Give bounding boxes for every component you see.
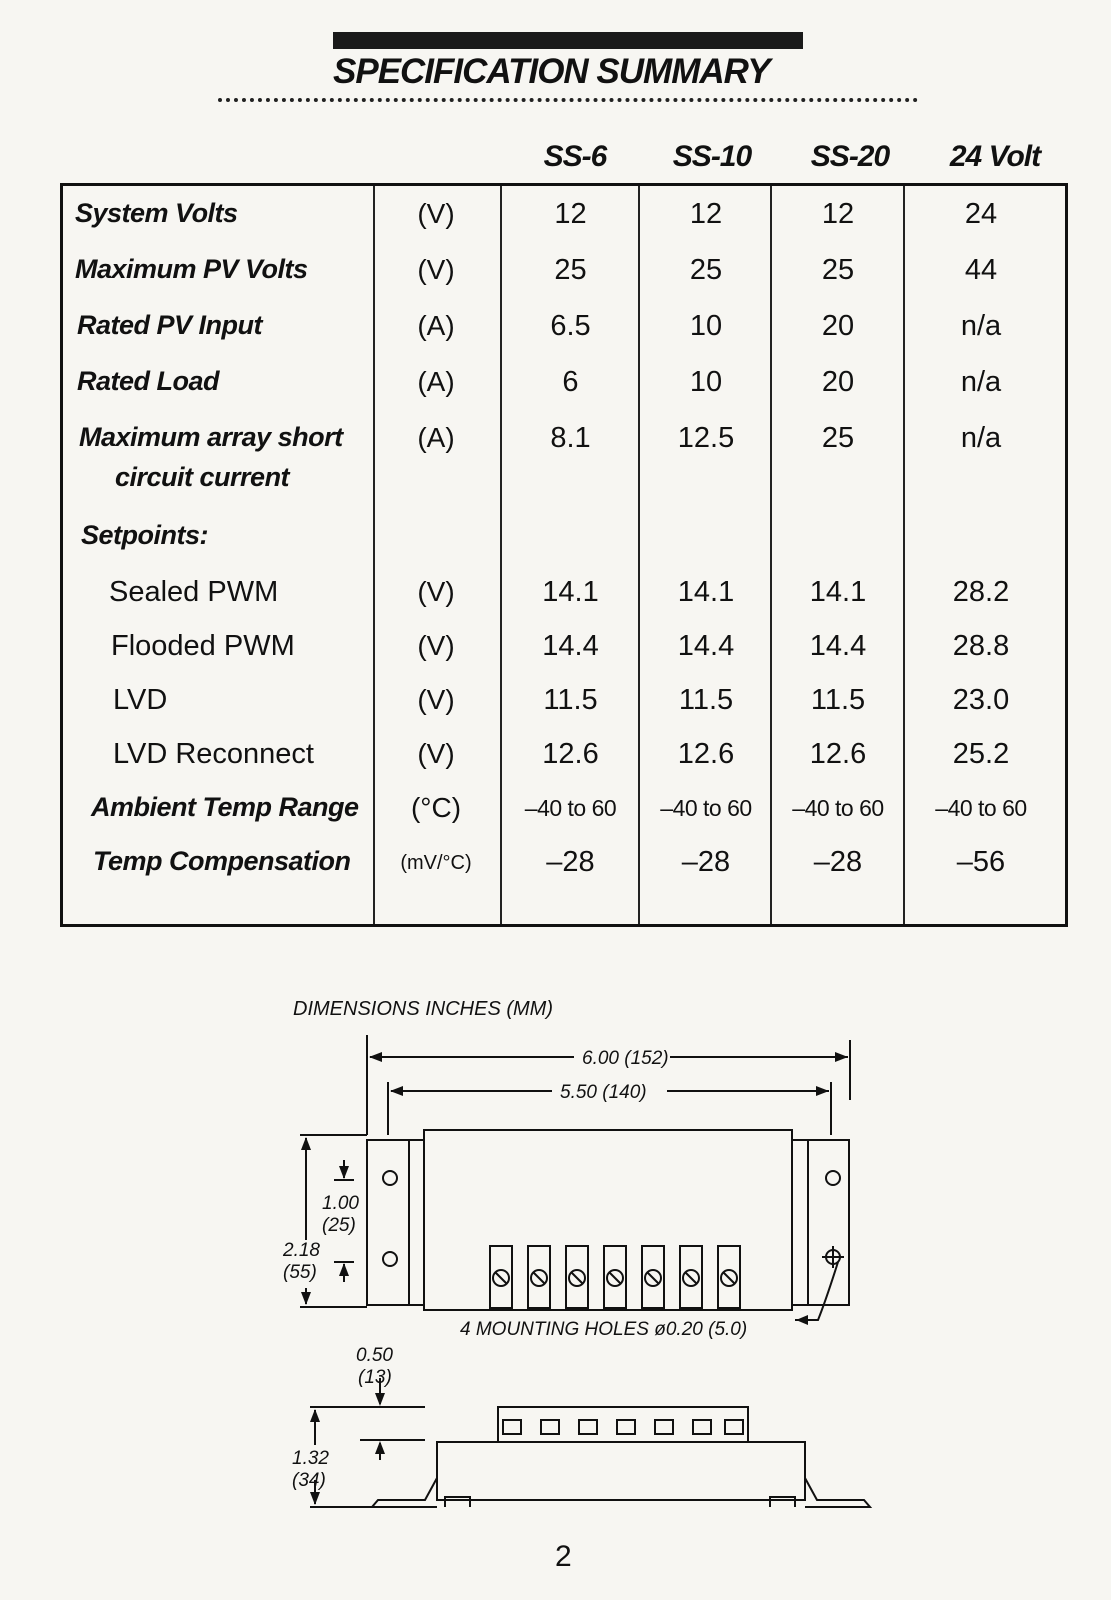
column-header-ss10: SS-10 [672,140,752,173]
cell-value: 14.4 [542,630,599,662]
row-unit: (A) [417,310,455,341]
row-unit: (mV/°C) [400,852,472,874]
controller-body-side-view [437,1442,805,1500]
cell-value: 25 [821,422,855,454]
page-title: SPECIFICATION SUMMARY [333,52,770,91]
cell-value: 11.5 [543,684,598,716]
cell-value: n/a [960,310,1002,342]
row-unit: (V) [417,684,455,715]
cell-value: –40 to 60 [935,795,1027,821]
row-unit: (A) [417,366,455,397]
row-label: System Volts [75,198,238,228]
cell-value: –56 [956,846,1006,878]
cell-value: 28.8 [952,630,1010,662]
cell-value: 44 [964,254,998,286]
cell-value: 23.0 [952,684,1010,716]
cell-value: n/a [960,366,1002,398]
cell-value: 8.1 [550,422,591,454]
cell-value: 14.1 [542,576,599,608]
cell-value: 12 [554,198,587,230]
row-unit: (V) [417,738,455,769]
cell-value: 6 [562,366,579,398]
cell-value: 12.6 [809,738,867,770]
row-unit: (V) [417,576,455,607]
cell-value: –40 to 60 [524,795,617,821]
cell-value: –28 [546,846,595,878]
body-length-label: 5.50 (140) [560,1082,647,1103]
row-unit: (A) [417,422,455,453]
column-header-24volt: 24 Volt [949,140,1041,173]
cell-value: 12.6 [677,738,735,770]
row-unit: (V) [417,630,455,661]
column-header-ss20: SS-20 [810,140,890,173]
arrowheads [301,1052,848,1505]
hole-spacing-mm: (25) [322,1215,356,1236]
right-foot [805,1478,870,1507]
cell-value: –28 [681,846,731,878]
cell-value: 10 [689,310,723,342]
row-label: Maximum PV Volts [75,254,308,284]
cell-value: –40 to 60 [660,795,752,821]
cell-value: 12.5 [677,422,735,454]
cell-value: –28 [813,846,863,878]
mounting-hole [383,1171,397,1185]
row-label: Flooded PWM [111,630,295,662]
mounting-hole [826,1171,840,1185]
row-label: Rated PV Input [77,310,263,340]
cell-value: 11.5 [678,684,734,716]
cell-value: 11.5 [810,684,866,716]
hole-spacing-inches: 1.00 [322,1193,359,1214]
cell-value: 10 [689,366,723,398]
row-label: LVD [113,684,168,716]
cell-value: 25 [821,254,855,286]
cell-value: 12 [821,198,855,230]
cell-value: 20 [821,366,855,398]
cell-value: 14.4 [677,630,735,662]
dimensions-title: DIMENSIONS INCHES (MM) [293,998,553,1020]
overall-length-label: 6.00 (152) [582,1048,669,1069]
cell-value: 25.2 [952,738,1010,770]
mounting-holes-note: 4 MOUNTING HOLES ø0.20 (5.0) [460,1319,748,1340]
cell-value: 14.4 [809,630,867,662]
row-label: Maximum array short [79,422,343,452]
overall-height-inches: 1.32 [292,1448,329,1469]
left-mounting-flange [367,1140,424,1305]
cell-value: n/a [960,422,1002,454]
terminal-block-side-view [498,1407,748,1442]
cell-value: 14.1 [809,576,867,608]
cell-value: 20 [821,310,855,342]
cell-value: 12 [689,198,723,230]
terminal-block-row [490,1246,740,1308]
row-label: Rated Load [77,366,220,396]
row-unit: (°C) [410,792,462,823]
cell-value: –40 to 60 [792,795,884,821]
cell-value: 14.1 [677,576,735,608]
row-label: Setpoints: [81,520,208,550]
column-header-ss6: SS-6 [543,140,607,173]
cell-value: 25 [554,254,587,286]
row-unit: (V) [417,198,455,229]
cell-value: 12.6 [542,738,599,770]
cell-value: 24 [964,198,998,230]
row-label: Ambient Temp Range [91,792,359,822]
cell-value: 28.2 [952,576,1010,608]
overall-width-inches: 2.18 [283,1240,320,1261]
row-label: LVD Reconnect [113,738,314,770]
mounting-hole [383,1252,397,1266]
right-mounting-flange [792,1140,849,1305]
left-foot [372,1478,437,1507]
overall-height-mm: (34) [292,1470,326,1491]
cell-value: 6.5 [550,310,591,342]
terminal-height-mm: (13) [358,1367,392,1388]
row-label: Temp Compensation [93,846,351,876]
terminal-height-inches: 0.50 [356,1345,393,1366]
cell-value: 25 [689,254,723,286]
row-label: Sealed PWM [109,576,279,608]
row-label-continuation: circuit current [115,462,290,492]
row-unit: (V) [417,254,455,285]
leader-line [795,1262,838,1320]
overall-width-mm: (55) [283,1262,317,1283]
page-number: 2 [555,1540,572,1573]
